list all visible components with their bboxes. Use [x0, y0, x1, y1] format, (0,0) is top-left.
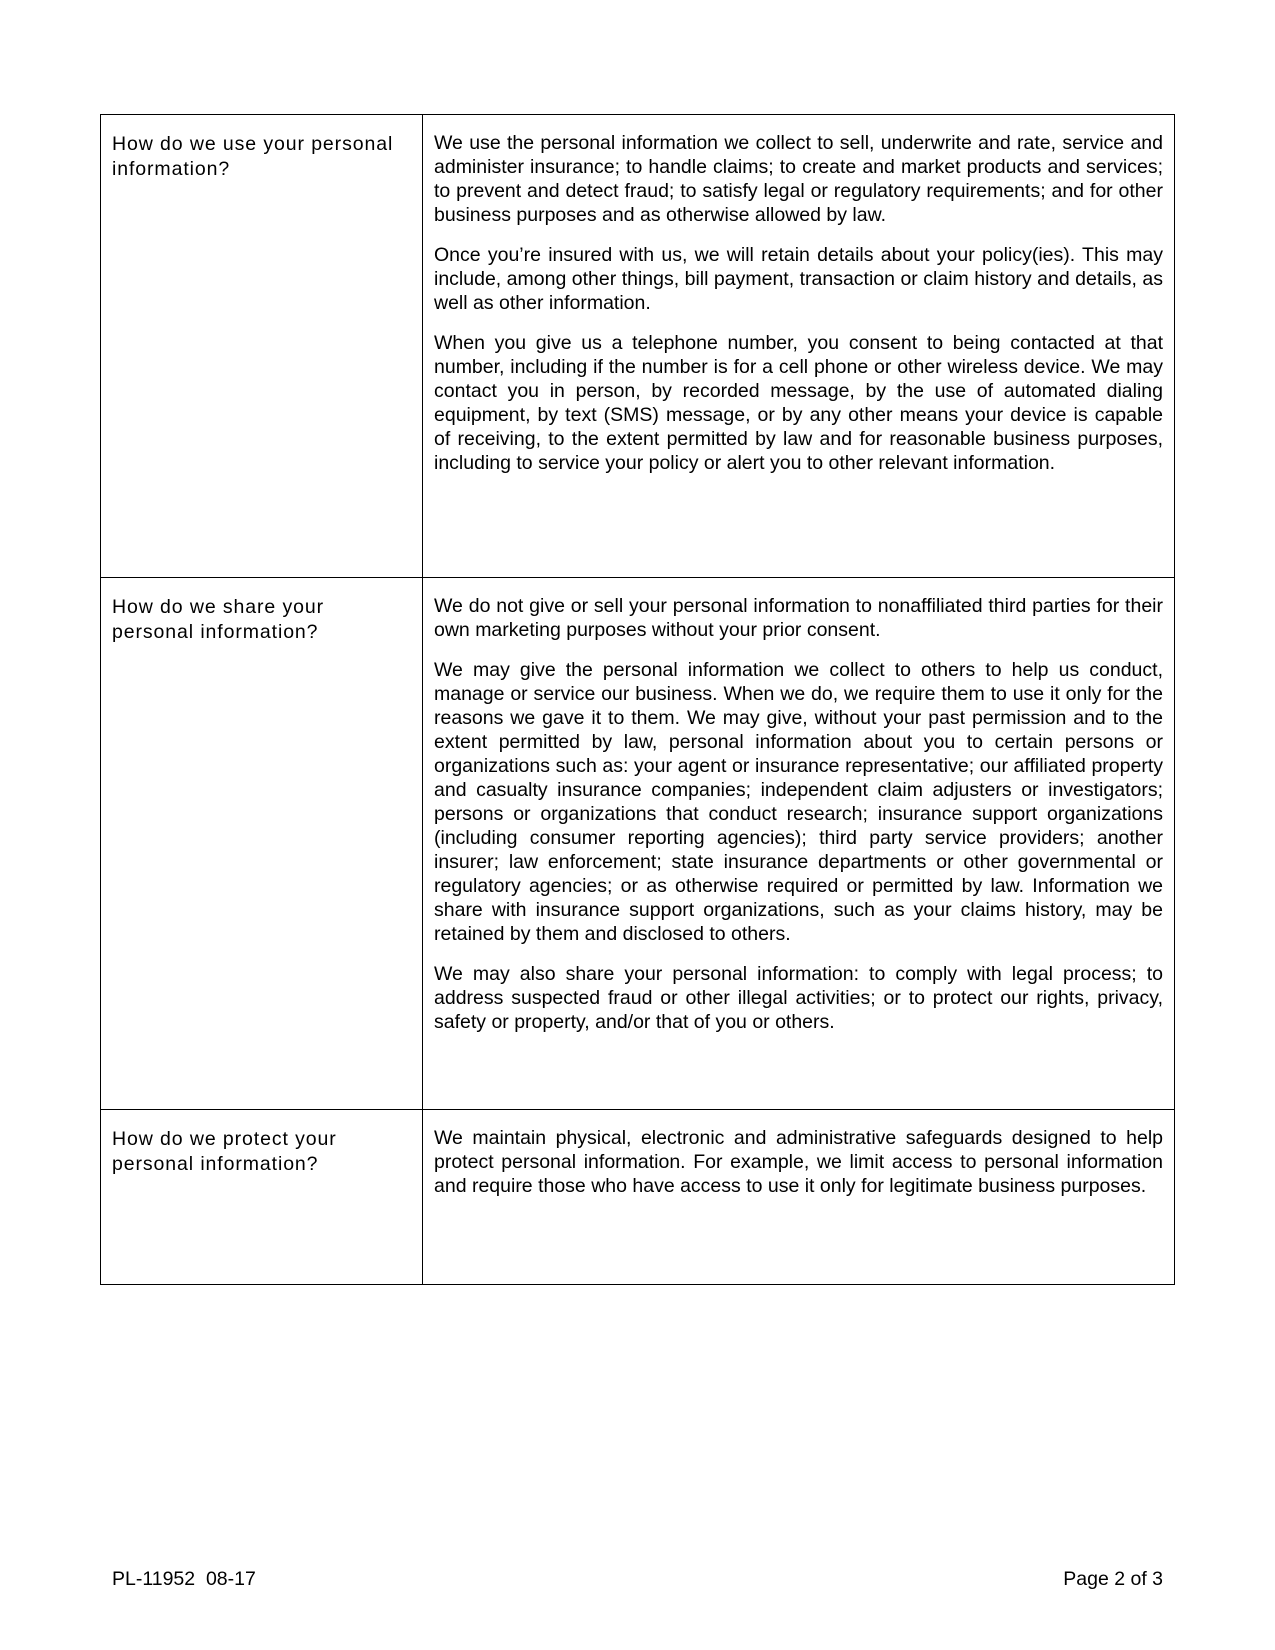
form-number: PL-11952 08-17 — [112, 1568, 256, 1590]
question-cell-protect: How do we protect your personal information? — [101, 1110, 423, 1285]
question-cell-share: How do we share your personal information? — [101, 578, 423, 1110]
paragraph: We may also share your personal information: to comply with legal process; to address suspected fraud or other illegal activities; or to protect our rights, privacy, safety or property, and/or that of you or others. — [434, 963, 1163, 1033]
answer-cell-use — [423, 115, 1175, 578]
paragraph: We do not give or sell your personal information to nonaffiliated third parties for their own marketing purposes without your prior consent. — [434, 595, 1163, 641]
paragraph: When you give us a telephone number, you consent to being contacted at that number, including if the number is for a cell phone or other wireless device. We may contact you in person, by recorded message, by the use of automated dialing equipment, by text (SMS) message, or by any other means your device is capable of receiving, to the extent permitted by law and for reasonable business purposes, including to service your policy or alert you to other relevant information. — [434, 332, 1163, 474]
table-row-protect — [101, 1110, 1175, 1285]
table-row-share — [101, 578, 1175, 1110]
answer-cell-protect — [423, 1110, 1175, 1285]
paragraph: We maintain physical, electronic and administrative safeguards designed to help protect personal information. For example, we limit access to personal information and require those who have access to use it only for legitimate business purposes. — [434, 1127, 1163, 1197]
paragraph: Once you’re insured with us, we will retain details about your policy(ies). This may include, among other things, bill payment, transaction or claim history and details, as well as other information. — [434, 244, 1163, 314]
privacy-notice-table — [100, 114, 1175, 1285]
answer-cell-share — [423, 578, 1175, 1110]
paragraph: We may give the personal information we collect to others to help us conduct, manage or service our business. When we do, we require them to use it only for the reasons we gave it to them. We may give, without your past permission and to the extent permitted by law, personal information about you to certain persons or organizations such as: your agent or insurance representative; our affiliated property and casualty insurance companies; independent claim adjusters or investigators; persons or organizations that conduct research; insurance support organizations (including consumer reporting agencies); third party service providers; another insurer; law enforcement; state insurance departments or other governmental or regulatory agencies; or as otherwise required or permitted by law. Information we share with insurance support organizations, such as your claims history, may be retained by them and disclosed to others. — [434, 659, 1163, 945]
page-number: Page 2 of 3 — [1063, 1568, 1163, 1590]
question-cell-use: How do we use your personal information? — [101, 115, 423, 578]
table-row-use — [101, 115, 1175, 578]
paragraph: We use the personal information we collect to sell, underwrite and rate, service and administer insurance; to handle claims; to create and market products and services; to prevent and detect fraud; to satisfy legal or regulatory requirements; and for other business purposes and as otherwise allowed by law. — [434, 132, 1163, 226]
